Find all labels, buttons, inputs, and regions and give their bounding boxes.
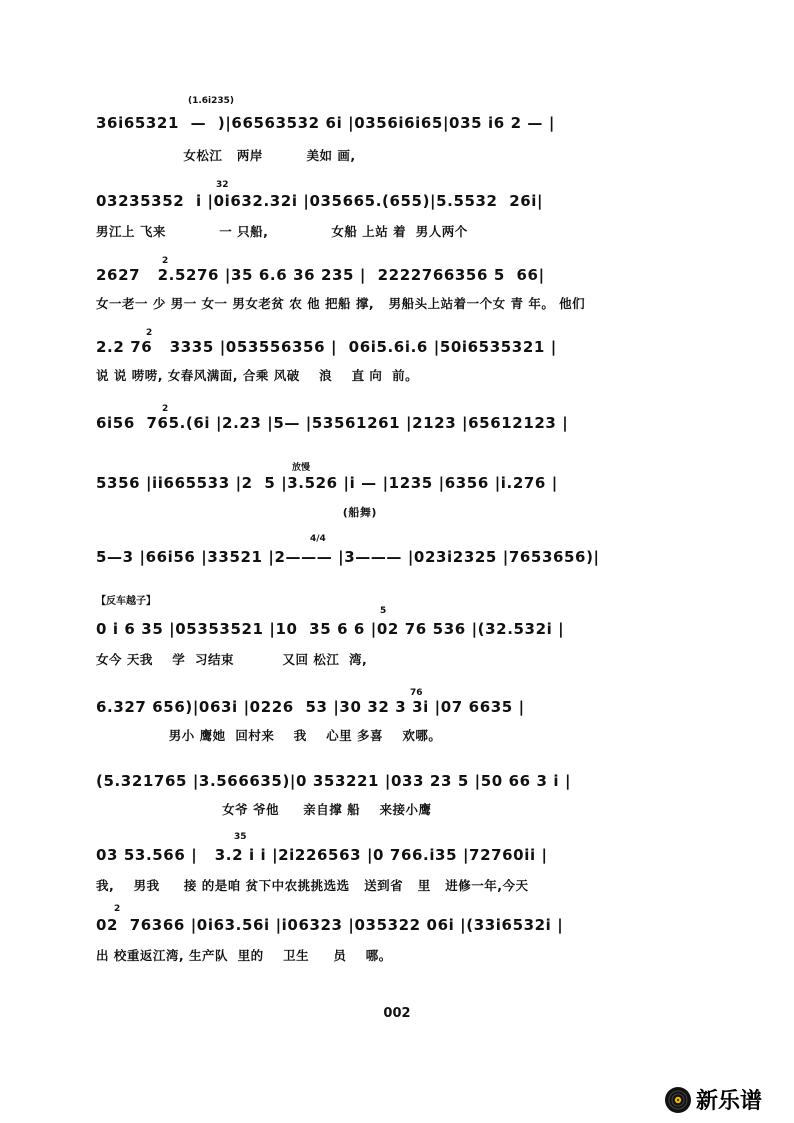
grace-note: 2: [162, 404, 169, 414]
parenthetical-notes: (1.6i235): [188, 96, 235, 106]
vinyl-disc-icon: [664, 1086, 692, 1114]
lyrics-line: 女爷 爷他 亲自撑 船 来接小鹰: [96, 802, 432, 817]
time-signature: 4/4: [310, 534, 326, 544]
notation-line: 5—3 |66i56 |33521 |2——— |3——— |023i2325 |7653656)|: [96, 548, 600, 566]
lyrics-line: 我, 男我 接 的是咱 贫下中农挑挑选选 送到省 里 进修一年,今天: [96, 878, 529, 893]
notation-line: 36i65321 — )|66563532 6i |0356i6i65|035 i6 2 — |: [96, 114, 555, 132]
grace-note: 35: [234, 832, 247, 842]
notation-line: 5356 |ii665533 |2 5 |3.526 |i — |1235 |6356 |i.276 |: [96, 474, 558, 492]
notation-line: 0 i 6 35 |05353521 |10 35 6 6 |02 76 536 |(32.532i |: [96, 620, 565, 638]
notation-line: 2.2 76 3335 |053556356 | 06i5.6i.6 |50i6535321 |: [96, 338, 557, 356]
notation-line: 2627 2.5276 |35 6.6 36 235 | 2222766356 5 66|: [96, 266, 545, 284]
notation-line: 02 76366 |0i63.56i |i06323 |035322 06i |(33i6532i |: [96, 916, 564, 934]
notation-line: 6.327 656)|063i |0226 53 |30 32 3 3i |07 6635 |: [96, 698, 525, 716]
notation-line: 03 53.566 | 3.2 i i |2i226563 |0 766.i35 |72760ii |: [96, 846, 548, 864]
notation-line: 03235352 i |0i632.32i |035665.(655)|5.5532 26i|: [96, 192, 544, 210]
notation-line: 6i56 765.(6i |2.23 |5— |53561261 |2123 |65612123 |: [96, 414, 569, 432]
grace-note: 2: [146, 328, 153, 338]
lyrics-line: 出 校重返江湾, 生产队 里的 卫生 员 哪。: [96, 948, 392, 963]
grace-note: 76: [410, 688, 423, 698]
grace-note: 32: [216, 180, 229, 190]
lyrics-line: 女今 天我 学 习结束 又回 松江 湾,: [96, 652, 368, 667]
lyrics-line: (船舞): [96, 506, 377, 519]
page-number: 002: [383, 1006, 411, 1021]
notation-line: (5.321765 |3.566635)|0 353221 |033 23 5 |50 66 3 i |: [96, 772, 572, 790]
lyrics-line: 说 说 唠唠, 女春风满面, 合乘 风破 浪 直 向 前。: [96, 368, 419, 383]
lyrics-line: 女松江 两岸 美如 画,: [96, 148, 356, 163]
grace-note: 2: [114, 904, 121, 914]
lyrics-line: 男江上 飞来 一 只船, 女船 上站 着 男人两个: [96, 224, 468, 239]
grace-note: 5: [380, 606, 387, 616]
section-label: 【反车越子】: [96, 596, 156, 607]
lyrics-line: 女一老一 少 男一 女一 男女老贫 农 他 把船 撑, 男船头上站着一个女 青 年。 他们: [96, 296, 586, 311]
watermark-text: 新乐谱: [696, 1089, 763, 1114]
watermark-logo: [664, 1084, 762, 1115]
tempo-marking: 放慢: [292, 463, 311, 473]
grace-note: 2: [162, 256, 169, 266]
lyrics-line: 男小 鹰她 回村来 我 心里 多喜 欢哪。: [96, 728, 442, 743]
